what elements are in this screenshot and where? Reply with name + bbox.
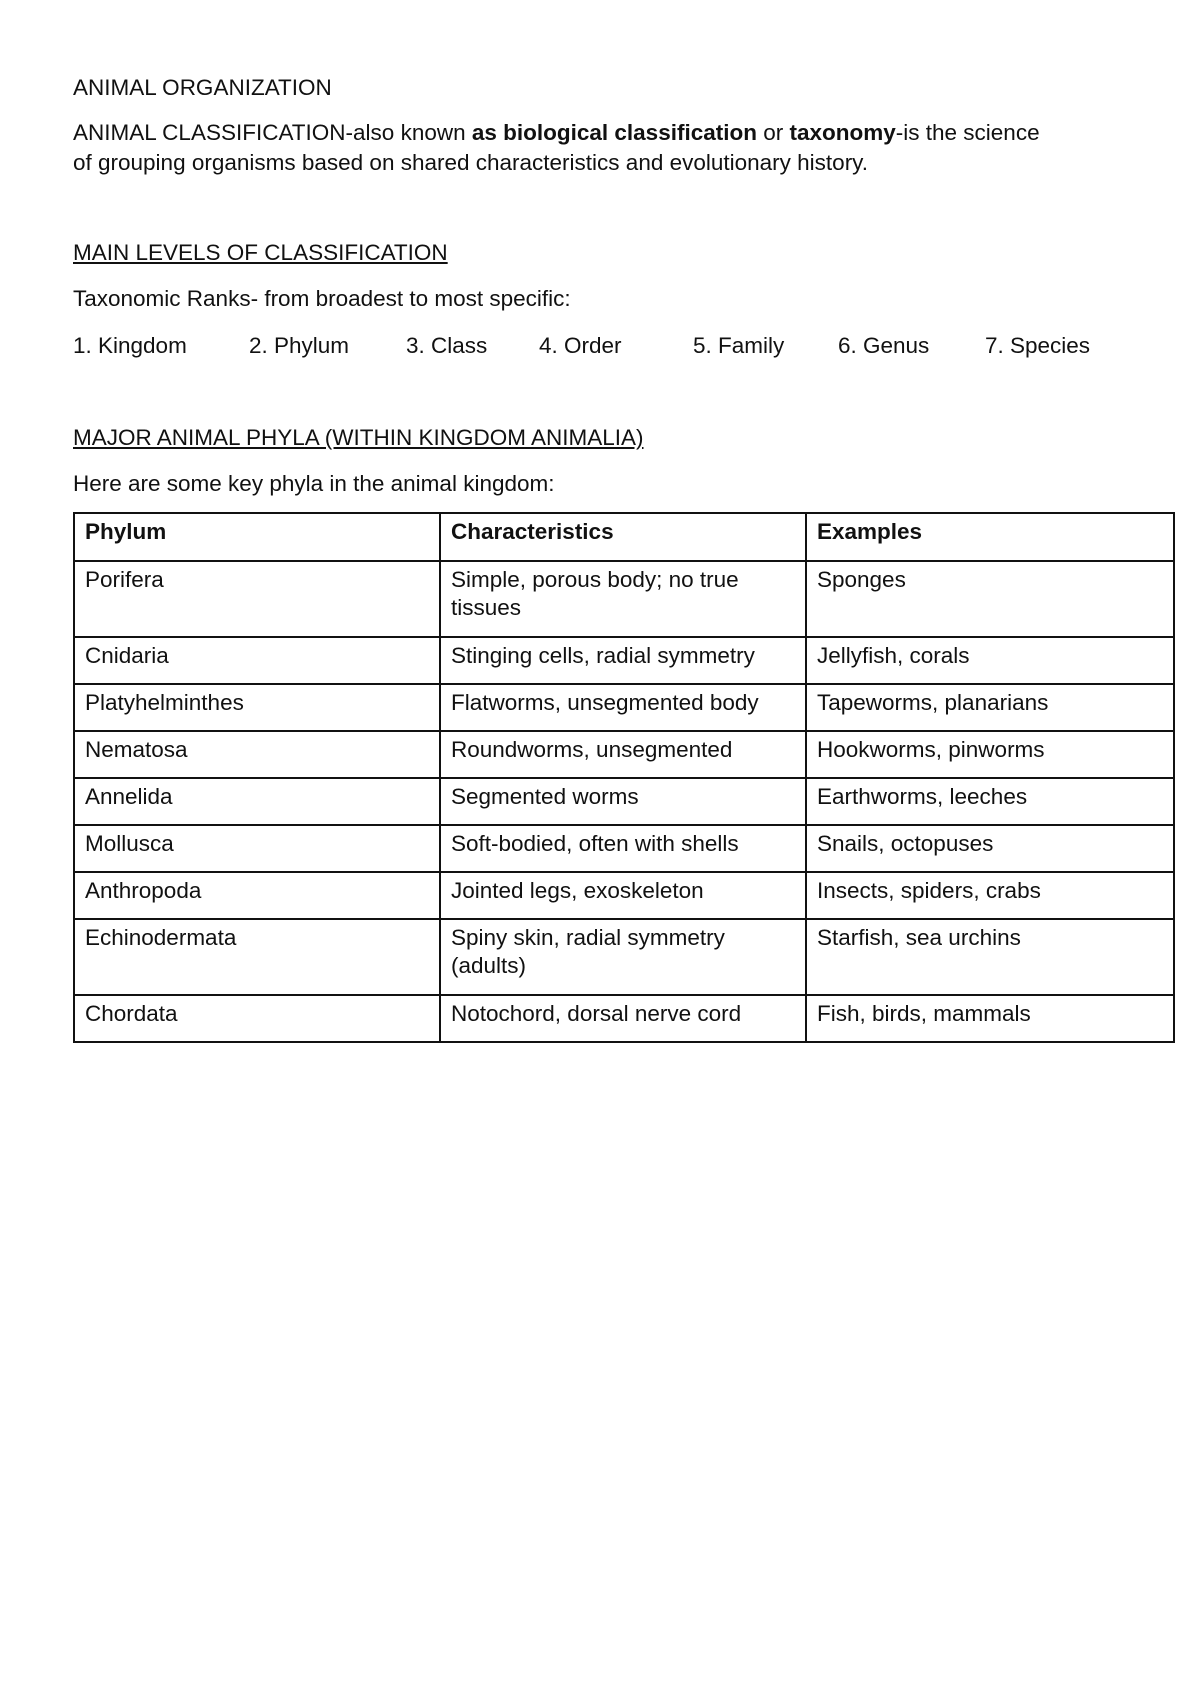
table-header-row <box>74 513 1174 561</box>
document-title: ANIMAL ORGANIZATION <box>73 75 332 100</box>
cell-phylum: Anthropoda <box>74 872 440 919</box>
cell-characteristics: Jointed legs, exoskeleton <box>440 872 806 919</box>
cell-phylum: Platyhelminthes <box>74 684 440 731</box>
cell-phylum: Annelida <box>74 778 440 825</box>
rank-item: 7. Species <box>985 333 1091 358</box>
table-row <box>74 637 1174 684</box>
cell-phylum: Nematosa <box>74 731 440 778</box>
cell-examples: Tapeworms, planarians <box>806 684 1174 731</box>
header-examples: Examples <box>806 513 1174 561</box>
table-row <box>74 778 1174 825</box>
rank-item: 3. Class <box>406 333 488 358</box>
levels-heading: MAIN LEVELS OF CLASSIFICATION <box>73 240 448 265</box>
intro-tail: -is the science <box>895 120 1040 145</box>
cell-examples: Snails, octopuses <box>806 825 1174 872</box>
table-row <box>74 684 1174 731</box>
rank-item: 1. Kingdom <box>73 333 187 358</box>
intro-paragraph-line-2: of grouping organisms based on shared characteristics and evolutionary history. <box>73 150 869 175</box>
cell-characteristics: Spiny skin, radial symmetry (adults) <box>440 919 806 995</box>
phyla-intro: Here are some key phyla in the animal kingdom: <box>73 471 555 496</box>
rank-item: 4. Order <box>539 333 622 358</box>
ranks-intro: Taxonomic Ranks- from broadest to most specific: <box>73 286 571 311</box>
cell-phylum: Porifera <box>74 561 440 637</box>
cell-examples: Fish, birds, mammals <box>806 995 1174 1042</box>
cell-examples: Insects, spiders, crabs <box>806 872 1174 919</box>
cell-characteristics: Soft-bodied, often with shells <box>440 825 806 872</box>
table-row <box>74 995 1174 1042</box>
phyla-table <box>73 512 1175 1043</box>
rank-item: 6. Genus <box>838 333 930 358</box>
cell-examples: Sponges <box>806 561 1174 637</box>
cell-characteristics: Flatworms, unsegmented body <box>440 684 806 731</box>
intro-paragraph-line-1 <box>73 118 1040 147</box>
cell-phylum: Chordata <box>74 995 440 1042</box>
intro-bold-taxonomy: taxonomy <box>789 120 896 145</box>
header-phylum: Phylum <box>74 513 440 561</box>
intro-bold-biological-classification: as biological classification <box>471 120 757 145</box>
cell-phylum: Cnidaria <box>74 637 440 684</box>
cell-characteristics: Roundworms, unsegmented <box>440 731 806 778</box>
intro-lead: ANIMAL CLASSIFICATION-also known <box>73 120 472 145</box>
ranks-list <box>73 331 1173 361</box>
cell-examples: Hookworms, pinworms <box>806 731 1174 778</box>
cell-characteristics: Simple, porous body; no true tissues <box>440 561 806 637</box>
intro-mid: or <box>756 120 790 145</box>
cell-phylum: Mollusca <box>74 825 440 872</box>
cell-examples: Jellyfish, corals <box>806 637 1174 684</box>
table-row <box>74 561 1174 637</box>
header-characteristics: Characteristics <box>440 513 806 561</box>
cell-characteristics: Segmented worms <box>440 778 806 825</box>
cell-examples: Earthworms, leeches <box>806 778 1174 825</box>
table-row <box>74 825 1174 872</box>
table-row <box>74 919 1174 995</box>
table-row <box>74 872 1174 919</box>
cell-examples: Starfish, sea urchins <box>806 919 1174 995</box>
table-row <box>74 731 1174 778</box>
cell-phylum: Echinodermata <box>74 919 440 995</box>
rank-item: 2. Phylum <box>249 333 350 358</box>
cell-characteristics: Stinging cells, radial symmetry <box>440 637 806 684</box>
phyla-heading: MAJOR ANIMAL PHYLA (WITHIN KINGDOM ANIMALIA) <box>73 425 644 450</box>
cell-characteristics: Notochord, dorsal nerve cord <box>440 995 806 1042</box>
rank-item: 5. Family <box>693 333 785 358</box>
